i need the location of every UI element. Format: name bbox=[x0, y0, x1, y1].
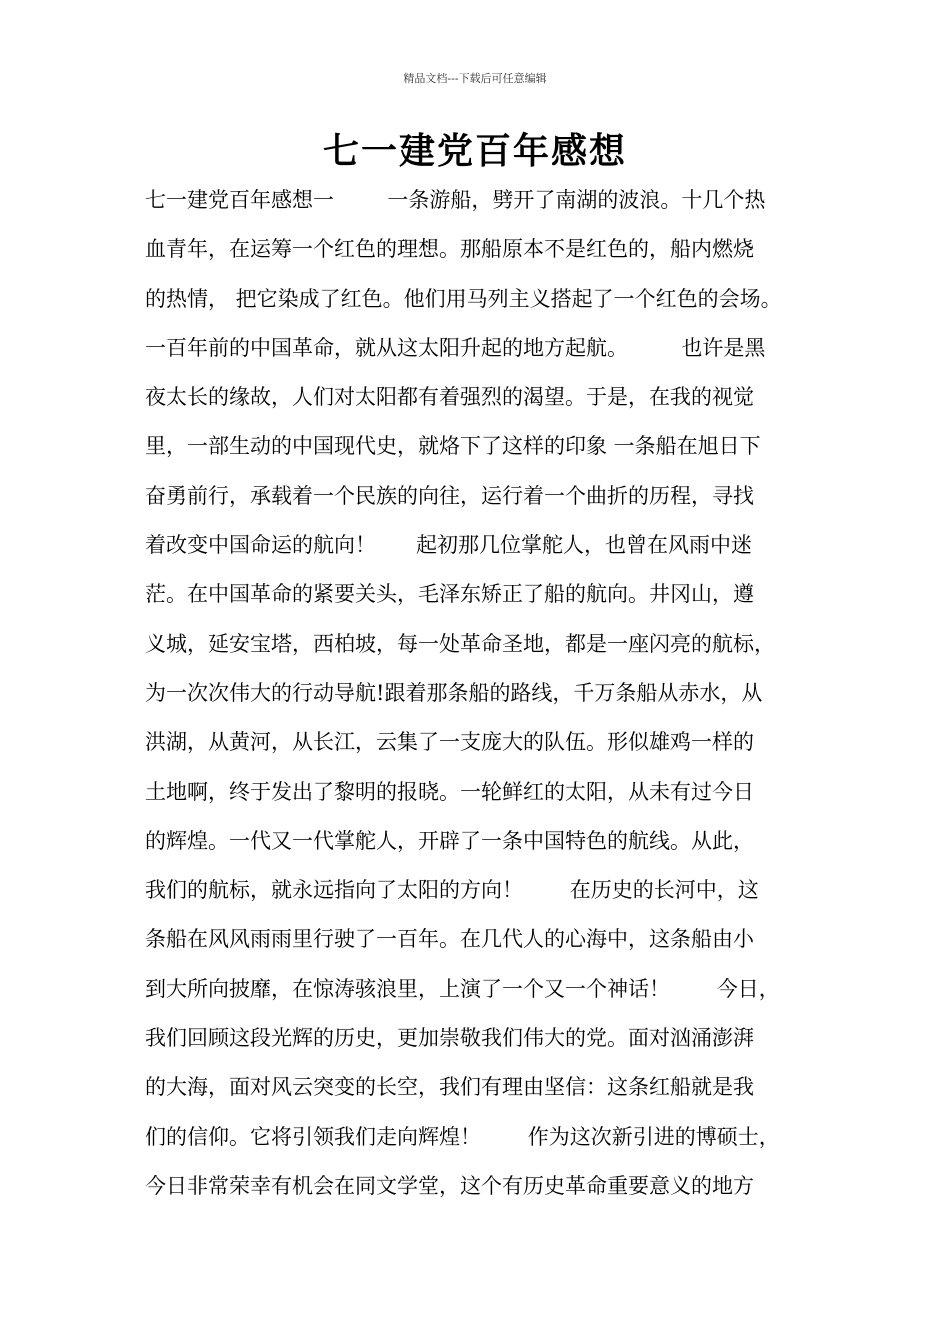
body-line: 的热情， 把它染成了红色。他们用马列主义搭起了一个红色的会场。 bbox=[145, 286, 782, 311]
body-line: 里，一部生动的中国现代史，就烙下了这样的印象 一条船在旭日下 bbox=[145, 434, 761, 459]
body-line: 义城，延安宝塔，西柏坡，每一处革命圣地，都是一座闪亮的航标， bbox=[145, 631, 775, 656]
page-header: 精品文档---下载后可任意编辑 bbox=[403, 72, 547, 85]
body-line: 茫。在中国革命的紧要关头，毛泽东矫正了船的航向。井冈山，遵 bbox=[145, 582, 754, 607]
body-line: 条船在风风雨雨里行驶了一百年。在几代人的心海中，这条船由小 bbox=[145, 927, 754, 952]
document-body bbox=[145, 178, 825, 1213]
body-line: 今日非常荣幸有机会在同文学堂，这个有历史革命重要意义的地方 bbox=[145, 1173, 754, 1198]
document-title: 七一建党百年感想 bbox=[322, 131, 627, 172]
body-line: 我们回顾这段光辉的历史，更加崇敬我们伟大的党。面对汹涌澎湃 bbox=[145, 1026, 754, 1051]
body-line: 为一次次伟大的行动导航!跟着那条船的路线，千万条船从赤水，从 bbox=[145, 680, 763, 705]
body-line: 七一建党百年感想一 一条游船，劈开了南湖的波浪。十几个热 bbox=[145, 188, 766, 212]
body-line: 们的信仰。它将引领我们走向辉煌！ 作为这次新引进的博硕士， bbox=[145, 1124, 780, 1149]
body-line: 洪湖，从黄河，从长江，云集了一支庞大的队伍。形似雄鸡一样的 bbox=[145, 730, 754, 755]
body-line: 的辉煌。一代又一代掌舵人，开辟了一条中国特色的航线。从此， bbox=[145, 828, 754, 853]
body-line: 血青年，在运筹一个红色的理想。那船原本不是红色的，船内燃烧 bbox=[145, 237, 754, 262]
body-line: 着改变中国命运的航向！ 起初那几位掌舵人，也曾在风雨中迷 bbox=[145, 533, 753, 558]
body-line: 夜太长的缘故，人们对太阳都有着强烈的渴望。于是，在我的视觉 bbox=[145, 385, 754, 410]
body-line: 奋勇前行，承载着一个民族的向往，运行着一个曲折的历程，寻找 bbox=[145, 483, 754, 508]
body-line: 土地啊，终于发出了黎明的报晓。一轮鲜红的太阳，从未有过今日 bbox=[145, 779, 754, 804]
body-line: 我们的航标，就永远指向了太阳的方向！ 在历史的长河中，这 bbox=[145, 878, 759, 903]
body-line: 的大海，面对风云突变的长空，我们有理由坚信：这条红船就是我 bbox=[145, 1075, 754, 1100]
body-line: 到大所向披靡，在惊涛骇浪里，上演了一个又一个神话！ 今日， bbox=[145, 976, 780, 1001]
body-line: 一百年前的中国革命，就从这太阳升起的地方起航。 也许是黑 bbox=[145, 335, 766, 360]
